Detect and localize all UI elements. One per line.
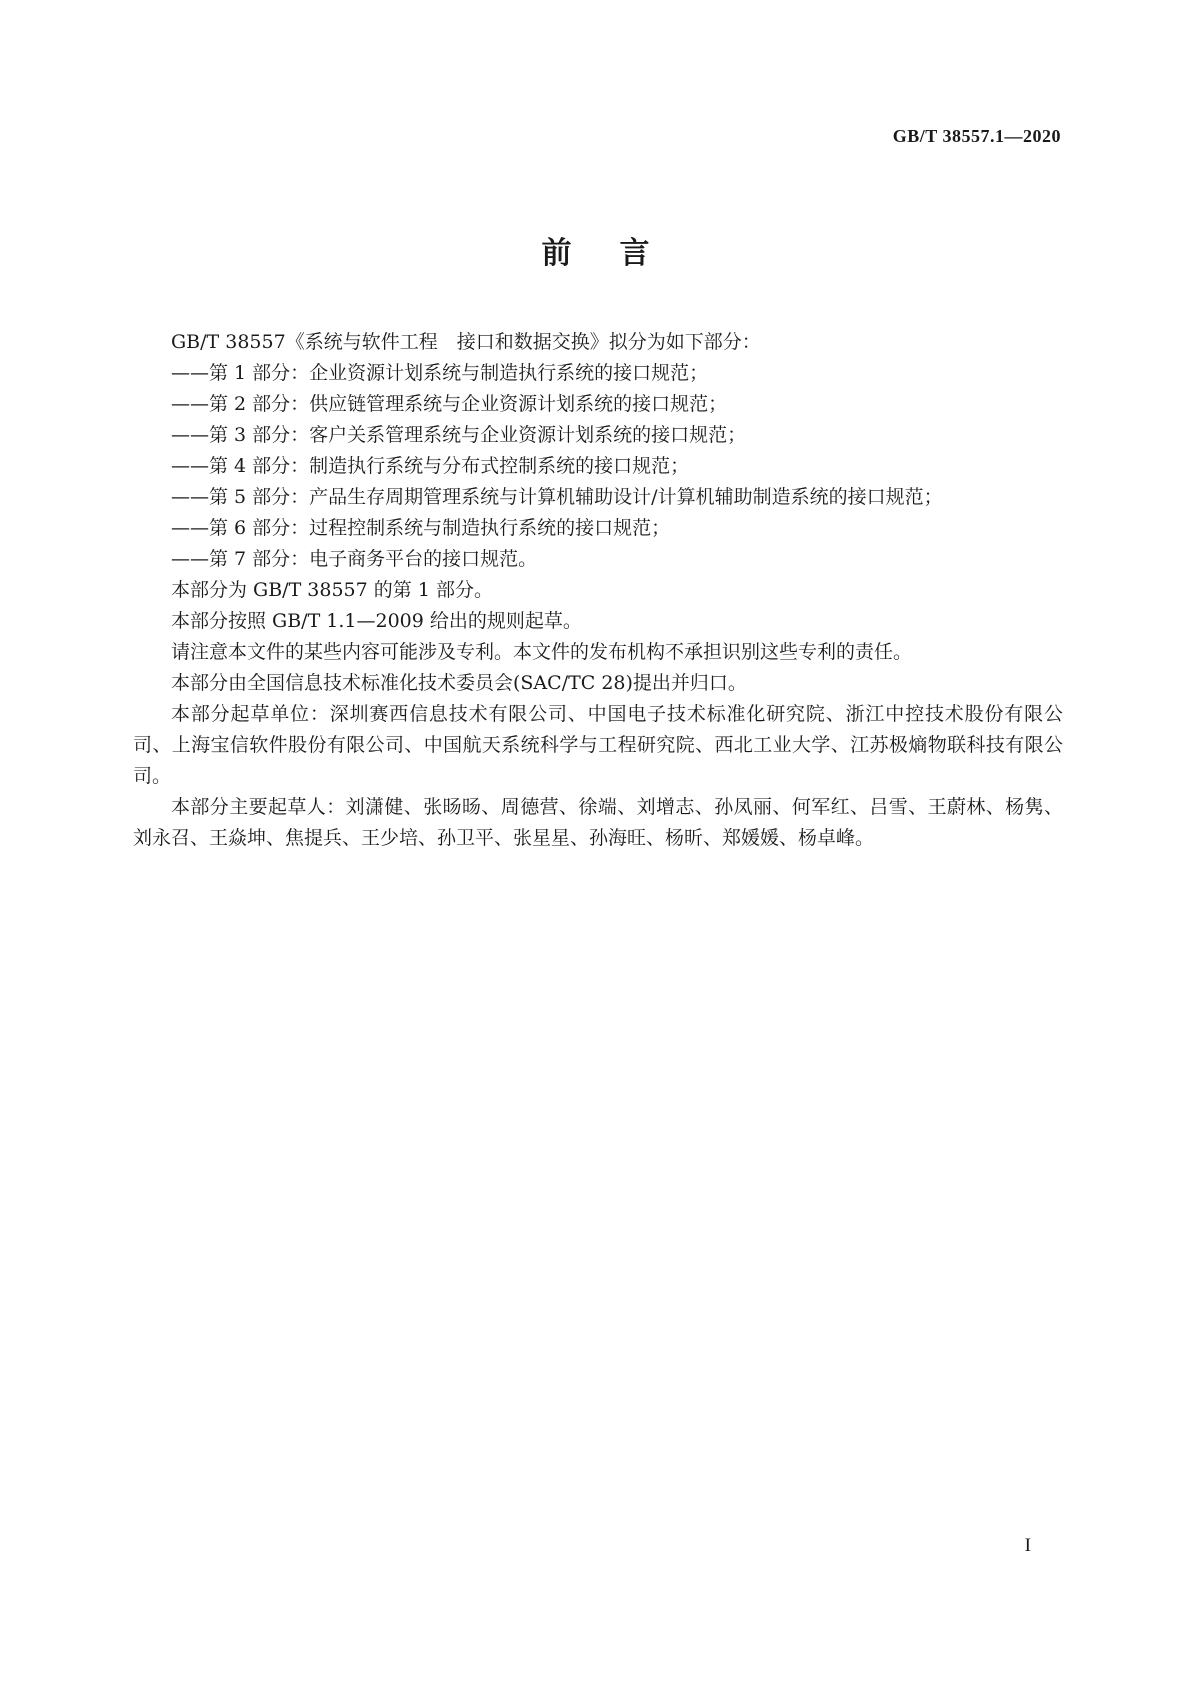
part-item: ——第 7 部分：电子商务平台的接口规范。	[171, 548, 538, 570]
page-title: 前言	[541, 236, 698, 271]
part-item: ——第 1 部分：企业资源计划系统与制造执行系统的接口规范；	[171, 362, 709, 384]
patent-notice: 请注意本文件的某些内容可能涉及专利。本文件的发布机构不承担识别这些专利的责任。	[171, 641, 913, 663]
drafters-statement: 本部分主要起草人：刘潇健、张旸旸、周德营、徐端、刘增志、孙凤丽、何军红、吕雪、王蔚林、杨隽、刘永召、王焱坤、焦提兵、王少培、孙卫平、张星星、孙海旺、杨昕、郑媛媛、杨卓峰。	[133, 796, 1063, 849]
foreword-body	[133, 327, 1063, 854]
part-of-statement: 本部分为 GB/T 38557 的第 1 部分。	[171, 579, 493, 601]
proposed-by-statement: 本部分由全国信息技术标准化技术委员会(SAC/TC 28)提出并归口。	[171, 672, 747, 694]
page-number: I	[1024, 1535, 1031, 1556]
standard-number: GB/T 38557.1—2020	[892, 126, 1061, 146]
drafting-units-statement: 本部分起草单位：深圳赛西信息技术有限公司、中国电子技术标准化研究院、浙江中控技术股份有限公司、上海宝信软件股份有限公司、中国航天系统科学与工程研究院、西北工业大学、江苏极熵物联科技有限公司。	[133, 703, 1063, 787]
part-item: ——第 2 部分：供应链管理系统与企业资源计划系统的接口规范；	[171, 393, 728, 415]
part-item: ——第 5 部分：产品生存周期管理系统与计算机辅助设计/计算机辅助制造系统的接口规范；	[171, 486, 943, 508]
intro-paragraph: GB/T 38557《系统与软件工程 接口和数据交换》拟分为如下部分：	[171, 331, 761, 353]
part-item: ——第 3 部分：客户关系管理系统与企业资源计划系统的接口规范；	[171, 424, 747, 446]
drafting-rules-statement: 本部分按照 GB/T 1.1—2009 给出的规则起草。	[171, 610, 582, 632]
part-item: ——第 4 部分：制造执行系统与分布式控制系统的接口规范；	[171, 455, 690, 477]
part-item: ——第 6 部分：过程控制系统与制造执行系统的接口规范；	[171, 517, 671, 539]
